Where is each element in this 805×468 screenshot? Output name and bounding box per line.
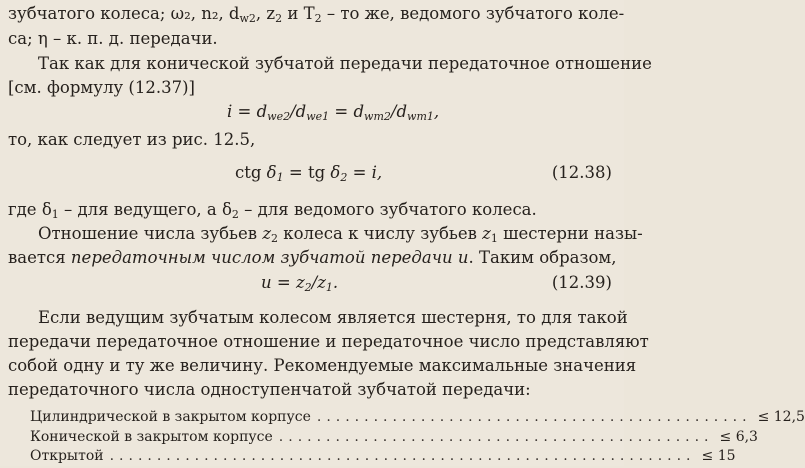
term-gear-ratio-number: передаточным числом зубчатой передачи u — [70, 248, 469, 267]
ratio-label: Открытой — [30, 448, 104, 464]
subscript: 2 — [314, 12, 322, 25]
text-line-10 — [8, 246, 617, 269]
dot-leader: .............................................................. — [109, 448, 696, 464]
ratio-value: ≤ 15 — [701, 448, 736, 464]
formula-12-39: $u = z_2/z_1$. — [261, 273, 339, 294]
subscript: w2 — [239, 12, 256, 25]
ratio-value: ≤ 6,3 — [719, 429, 758, 445]
equation-number-12-38: (12.38) — [551, 163, 612, 182]
formula-12-38: ctg $\delta_1$ = tg $\delta_2 = i$, — [235, 163, 383, 184]
text-line-6: то, как следует из рис. 12.5, — [8, 130, 256, 149]
text-line-3: Так как для конической зубчатой передачи передаточное отношение — [38, 54, 652, 73]
text-line-4: [см. формулу (12.37)] — [8, 78, 195, 97]
dot-leader: .............................................. — [316, 409, 752, 425]
ratio-label: Конической в закрытом корпусе — [30, 429, 273, 445]
ratio-row-open — [30, 445, 736, 468]
text-segment: , z — [255, 4, 276, 23]
text-line-15: передаточного числа одноступенчатой зубчатой передачи: — [8, 380, 531, 399]
formula-gear-ratio: $i = d_{we2}/d_{we1} = d_{wm2}/d_{wm1}$, — [227, 102, 440, 123]
text-line-13: передачи передаточное отношение и передаточное число представляют — [8, 332, 649, 351]
text-segment: и T — [282, 4, 315, 23]
text-line-14: собой одну и ту же величину. Рекомендуемые максимальные значения — [8, 356, 637, 375]
ratio-label: Цилиндрической в закрытом корпусе — [30, 409, 311, 425]
text-segment: вается — [8, 248, 71, 267]
text-segment: . Таким образом, — [468, 248, 617, 267]
ratio-value: ≤ 12,5 — [757, 409, 805, 425]
equation-number-12-39: (12.39) — [551, 273, 612, 292]
subscript: 2 — [275, 12, 283, 25]
text-line-12: Если ведущим зубчатым колесом является шестерня, то для такой — [38, 308, 628, 327]
text-line-8: где $\delta_1$ – для ведущего, а $\delta_2$ – для ведомого зубчатого колеса. — [8, 200, 537, 221]
text-segment: – то же, ведомого зубчатого коле- — [321, 4, 625, 23]
text-line-1 — [8, 2, 624, 25]
text-line-9: Отношение числа зубьев $z_2$ колеса к числу зубьев $z_1$ шестерни назы- — [38, 224, 643, 245]
text-line-2: са; η – к. п. д. передачи. — [8, 29, 218, 48]
text-segment: зубчатого колеса; ω₂, n₂, d — [8, 4, 240, 23]
dot-leader: .............................................. — [278, 429, 714, 445]
